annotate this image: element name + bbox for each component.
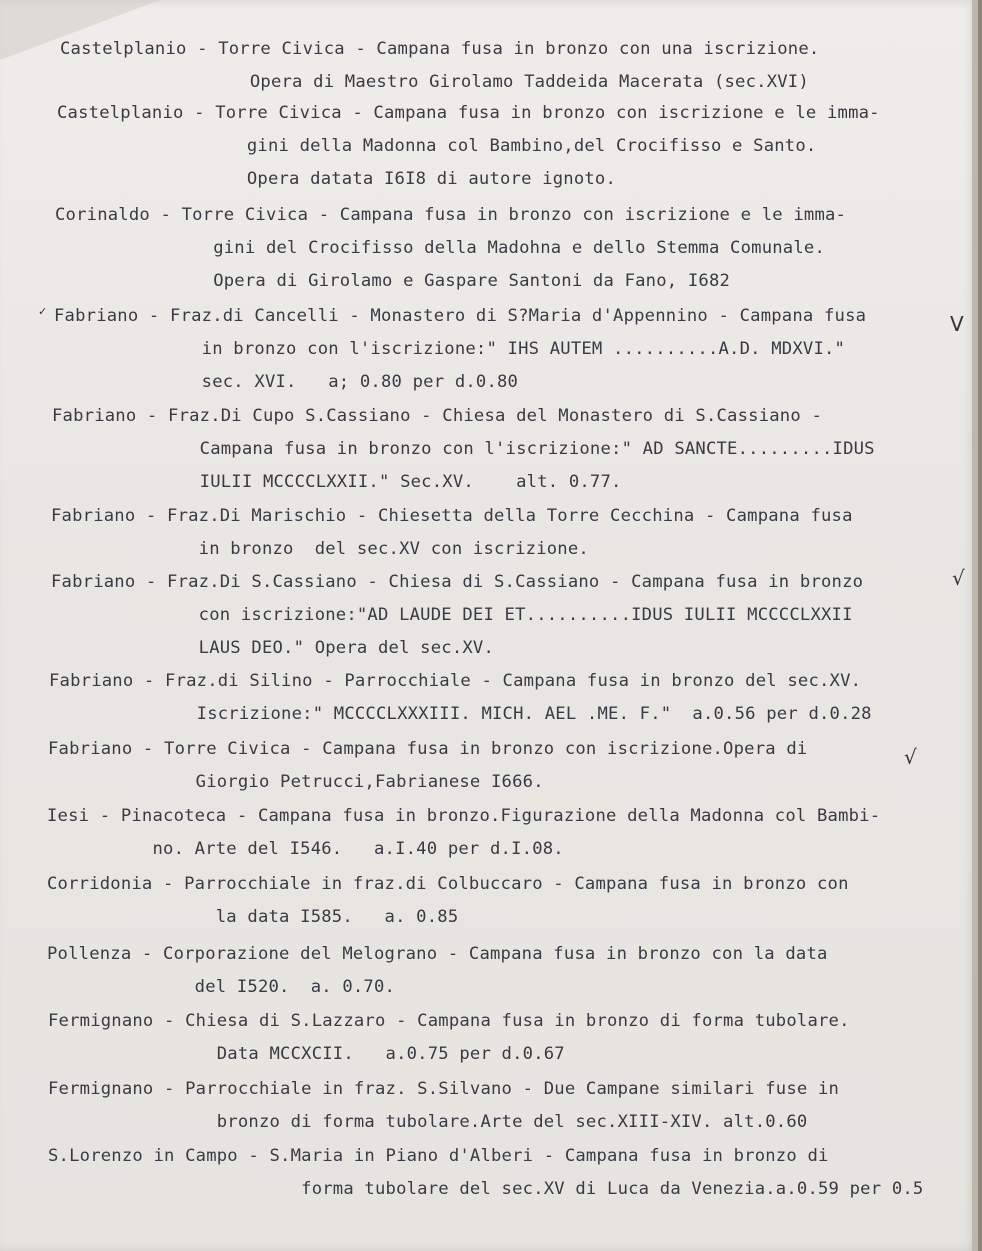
entry-fabriano-cancelli: Fabriano - Fraz.di Cancelli - Monastero di S?Maria d'Appennino - Campana fusa in bronzo con l'iscrizione:" IHS AUTEM ..........A.D. MDXVI." sec. XVI. a; 0.80 per d.0.80 [54,306,867,392]
entry-fabriano-silino: Fabriano - Fraz.di Silino - Parrocchiale - Campana fusa in bronzo del sec.XV. Iscrizione:" MCCCCLXXXIII. MICH. AEL .ME. F." a.0.56 per d.0.28 [49,671,872,724]
handwritten-check-mark: V [950,312,964,336]
entry-iesi: Iesi - Pinacoteca - Campana fusa in bronzo.Figurazione della Madonna col Bambi- no. Arte del I546. a.I.40 per d.I.08. [47,806,881,859]
page-edge [972,0,978,1251]
entry-corinaldo: Corinaldo - Torre Civica - Campana fusa in bronzo con iscrizione e le imma- gini del Crocifisso della Madohna e dello Stemma Comunale. Opera di Girolamo e Gaspare Santoni da Fano, I682 [55,205,847,291]
entry-pollenza: Pollenza - Corporazione del Melograno - Campana fusa in bronzo con la data del I520. a. 0.70. [47,944,828,997]
entry-castelplanio-2: Castelplanio - Torre Civica - Campana fusa in bronzo con iscrizione e le imma- gini della Madonna col Bambino,del Crocifisso e Santo. Opera datata I6I8 di autore ignoto. [57,103,880,189]
entry-corridonia: Corridonia - Parrocchiale in fraz.di Colbuccaro - Campana fusa in bronzo con la data I585. a. 0.85 [47,874,849,927]
entry-fabriano-scassiano: Fabriano - Fraz.Di S.Cassiano - Chiesa di S.Cassiano - Campana fusa in bronzo con iscrizione:"AD LAUDE DEI ET..........IDUS IULII MCCCCLXXII LAUS DEO." Opera del sec.XV. [51,572,864,658]
entry-fabriano-cupo: Fabriano - Fraz.Di Cupo S.Cassiano - Chiesa del Monastero di S.Cassiano - Campana fusa in bronzo con l'iscrizione:" AD SANCTE.........IDUS IULII MCCCCLXXII." Sec.XV. alt. 0.77. [52,406,875,492]
handwritten-tick-mark: ✓ [38,305,48,318]
entry-fermignano-1: Fermignano - Chiesa di S.Lazzaro - Campana fusa in bronzo di forma tubolare. Data MCCXCII. a.0.75 per d.0.67 [48,1011,850,1064]
entry-castelplanio-1: Castelplanio - Torre Civica - Campana fusa in bronzo con una iscrizione. Opera di Maestro Girolamo Taddeida Macerata (sec.XVI) [60,39,820,92]
handwritten-check-mark: √ [904,745,917,769]
handwritten-check-mark: √ [952,566,965,590]
entry-slorenzo: S.Lorenzo in Campo - S.Maria in Piano d'Alberi - Campana fusa in bronzo di forma tubolare del sec.XV di Luca da Venezia.a.0.59 per 0.5 [48,1146,924,1199]
entry-fabriano-torre: Fabriano - Torre Civica - Campana fusa in bronzo con iscrizione.Opera di Giorgio Petrucci,Fabrianese I666. [48,739,808,792]
entry-fabriano-marischio: Fabriano - Fraz.Di Marischio - Chiesetta della Torre Cecchina - Campana fusa in bronzo del sec.XV con iscrizione. [51,506,853,559]
entry-fermignano-2: Fermignano - Parrocchiale in fraz. S.Silvano - Due Campane similari fuse in bronzo di forma tubolare.Arte del sec.XIII-XIV. alt.0.60 [48,1079,840,1132]
